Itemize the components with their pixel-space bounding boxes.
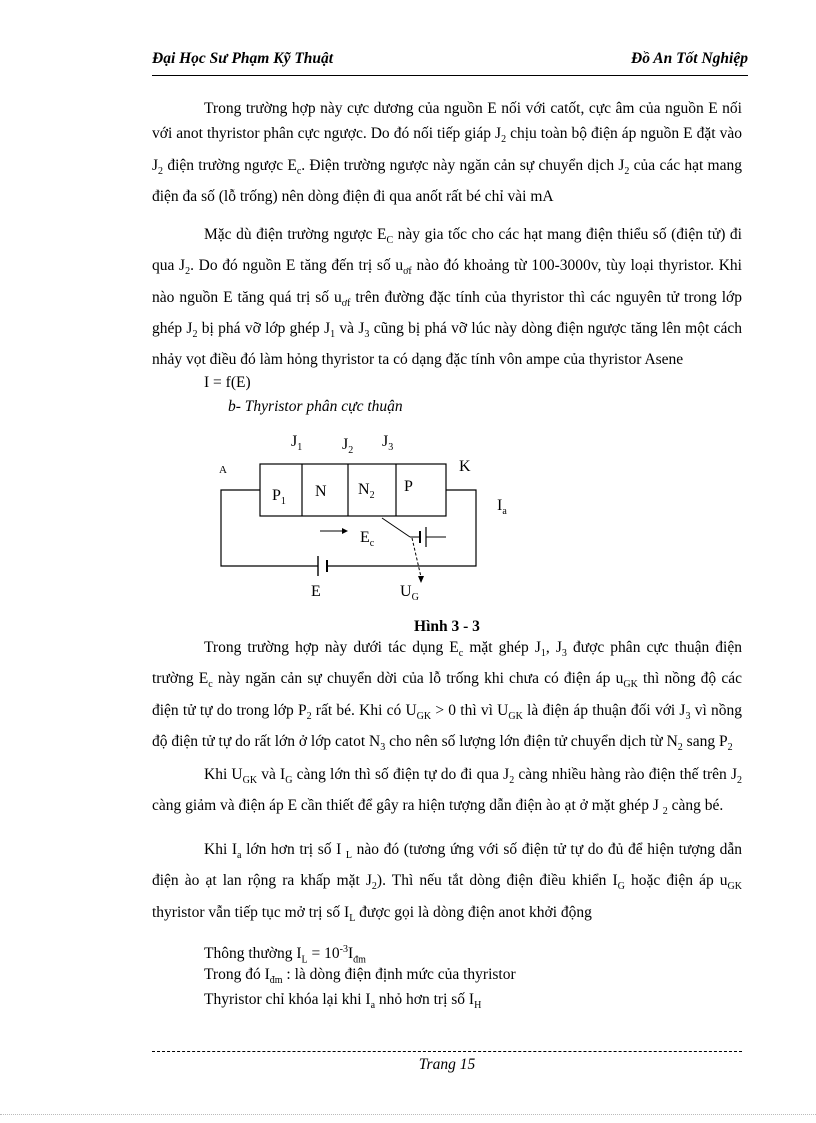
thyristor-diagram [214, 428, 514, 608]
thyristor-body [260, 464, 446, 516]
paragraph-latching: Khi $I_a$ lớn hơn trị số I $_L$ nào đó (tương ứng với số điện tử tự do đủ để hiện tượng dẫn điện ào ạt lan rộng ra khấp mặt $J_2$). Thì nếu tắt dòng điện điều khiển $I_G$ hoặc điện áp $u_{GK}$ thyristor vẫn tiếp tục mở trị số $I_L$ được gọi là dòng điện anot khởi động [152, 841, 742, 924]
page-header [152, 50, 748, 74]
paragraph-breakdown: Mặc dù điện trường ngược $E_C$ này gia tốc cho các hạt mang điện thiểu số (điện tử) đi qua $J_2$. Do đó nguồn E tăng đến trị số $u_{ơf}$ nào đó khoảng từ 100-3000v, tùy loại thyristor. Khi nào nguồn E tăng quá trị số $u_{ơf}$ trên đường đặc tính của thyristor thì các nguyên tử trong lớp ghép $J_2$ bị phá vỡ lớp ghép $J_1$ và $J_3$ cũng bị phá vỡ lúc này dòng điện ngược tăng lên một cách nhảy vọt điều đó làm hỏng thyristor ta có dạng đặc tính vôn ampe của thyristor Asene [152, 226, 742, 369]
layer-n: N [315, 483, 327, 500]
section-caption: b- Thyristor phân cực thuận [228, 398, 403, 415]
wire-cathode [327, 490, 476, 566]
figure-caption: Hình 3 - 3 [414, 618, 480, 635]
formula-i-f-e: I = f(E) [204, 374, 251, 391]
label-ug: $U_G$ [400, 583, 419, 603]
gate-wire [382, 518, 410, 537]
header-school: Đại Học Sư Phạm Kỹ Thuật [152, 50, 334, 67]
label-j2: $J_2$ [342, 436, 354, 456]
label-ia: $I_a$ [497, 497, 507, 517]
paragraph-gate-current: Khi $U_{GK}$ và $I_G$ càng lớn thì số điện tự do đi qua $J_2$ càng nhiều hàng rào điện thế trên $J_2$ càng giảm và điện áp E cần thiết để gây ra hiện tượng dẫn điện ào ạt ở mặt ghép J $_2$ càng bé. [152, 766, 742, 818]
label-cathode: K [459, 458, 471, 475]
header-rule [152, 75, 748, 76]
footer-rule [152, 1051, 742, 1052]
definition-idm: Trong đó $I_{đm}$ : là dòng điện định mức của thyristor [204, 966, 516, 987]
label-e: E [311, 583, 321, 600]
header-project: Đồ An Tốt Nghiệp [631, 50, 748, 67]
paragraph-forward-bias: Trong trường hợp này dưới tác dụng $E_c$ mặt ghép $J_1$, $J_3$ được phân cực thuận điện trường $E_c$ này ngăn cản sự chuyển dời của lỗ trống khi chưa có điện áp $u_{GK}$ thì nồng độ các điện tử tự do trong lớp $P_2$ rất bé. Khi có $U_{GK} > 0$ thì vì $U_{GK}$ là điện áp thuận đối với $J_3$ vì nồng độ điện tử tự do rất lớn ở lớp catot $N_3$ cho nên số lượng lớn điện tử chuyển dịch từ $N_2$ sang $P_2$ [152, 639, 742, 753]
label-ec: $E_c$ [360, 529, 375, 549]
label-anode: A [219, 464, 227, 476]
layer-p: P [404, 478, 413, 495]
label-j3: $J_3$ [382, 433, 394, 453]
page-bottom-border [0, 1114, 816, 1115]
wire-anode [221, 490, 318, 566]
gate-dashed-arrow [412, 538, 421, 577]
label-j1: $J_1$ [291, 433, 303, 453]
paragraph-reverse-bias: Trong trường hợp này cực dương của nguồn E nối với catốt, cực âm của nguồn E nối với anot thyristor phân cực ngược. Do đó nối tiếp giáp $J_2$ chịu toàn bộ điện áp nguồn E đặt vào $J_2$ điện trường ngược $E_c$. Điện trường ngược này ngăn cản sự chuyển dịch $J_2$ của các hạt mang điện đa số (lỗ trống) nên dòng điện đi qua anốt rất bé chỉ vài mA [152, 100, 742, 205]
layer-p1: $P_1$ [272, 487, 286, 507]
formula-il: Thông thường $I_L = 10^{-3}I_{đm}$ [204, 944, 366, 966]
layer-n2: $N_2$ [358, 481, 375, 501]
statement-holding: Thyristor chỉ khóa lại khi $I_a$ nhỏ hơn trị số $I_H$ [204, 991, 482, 1012]
page-number: Trang 15 [418, 1056, 476, 1073]
